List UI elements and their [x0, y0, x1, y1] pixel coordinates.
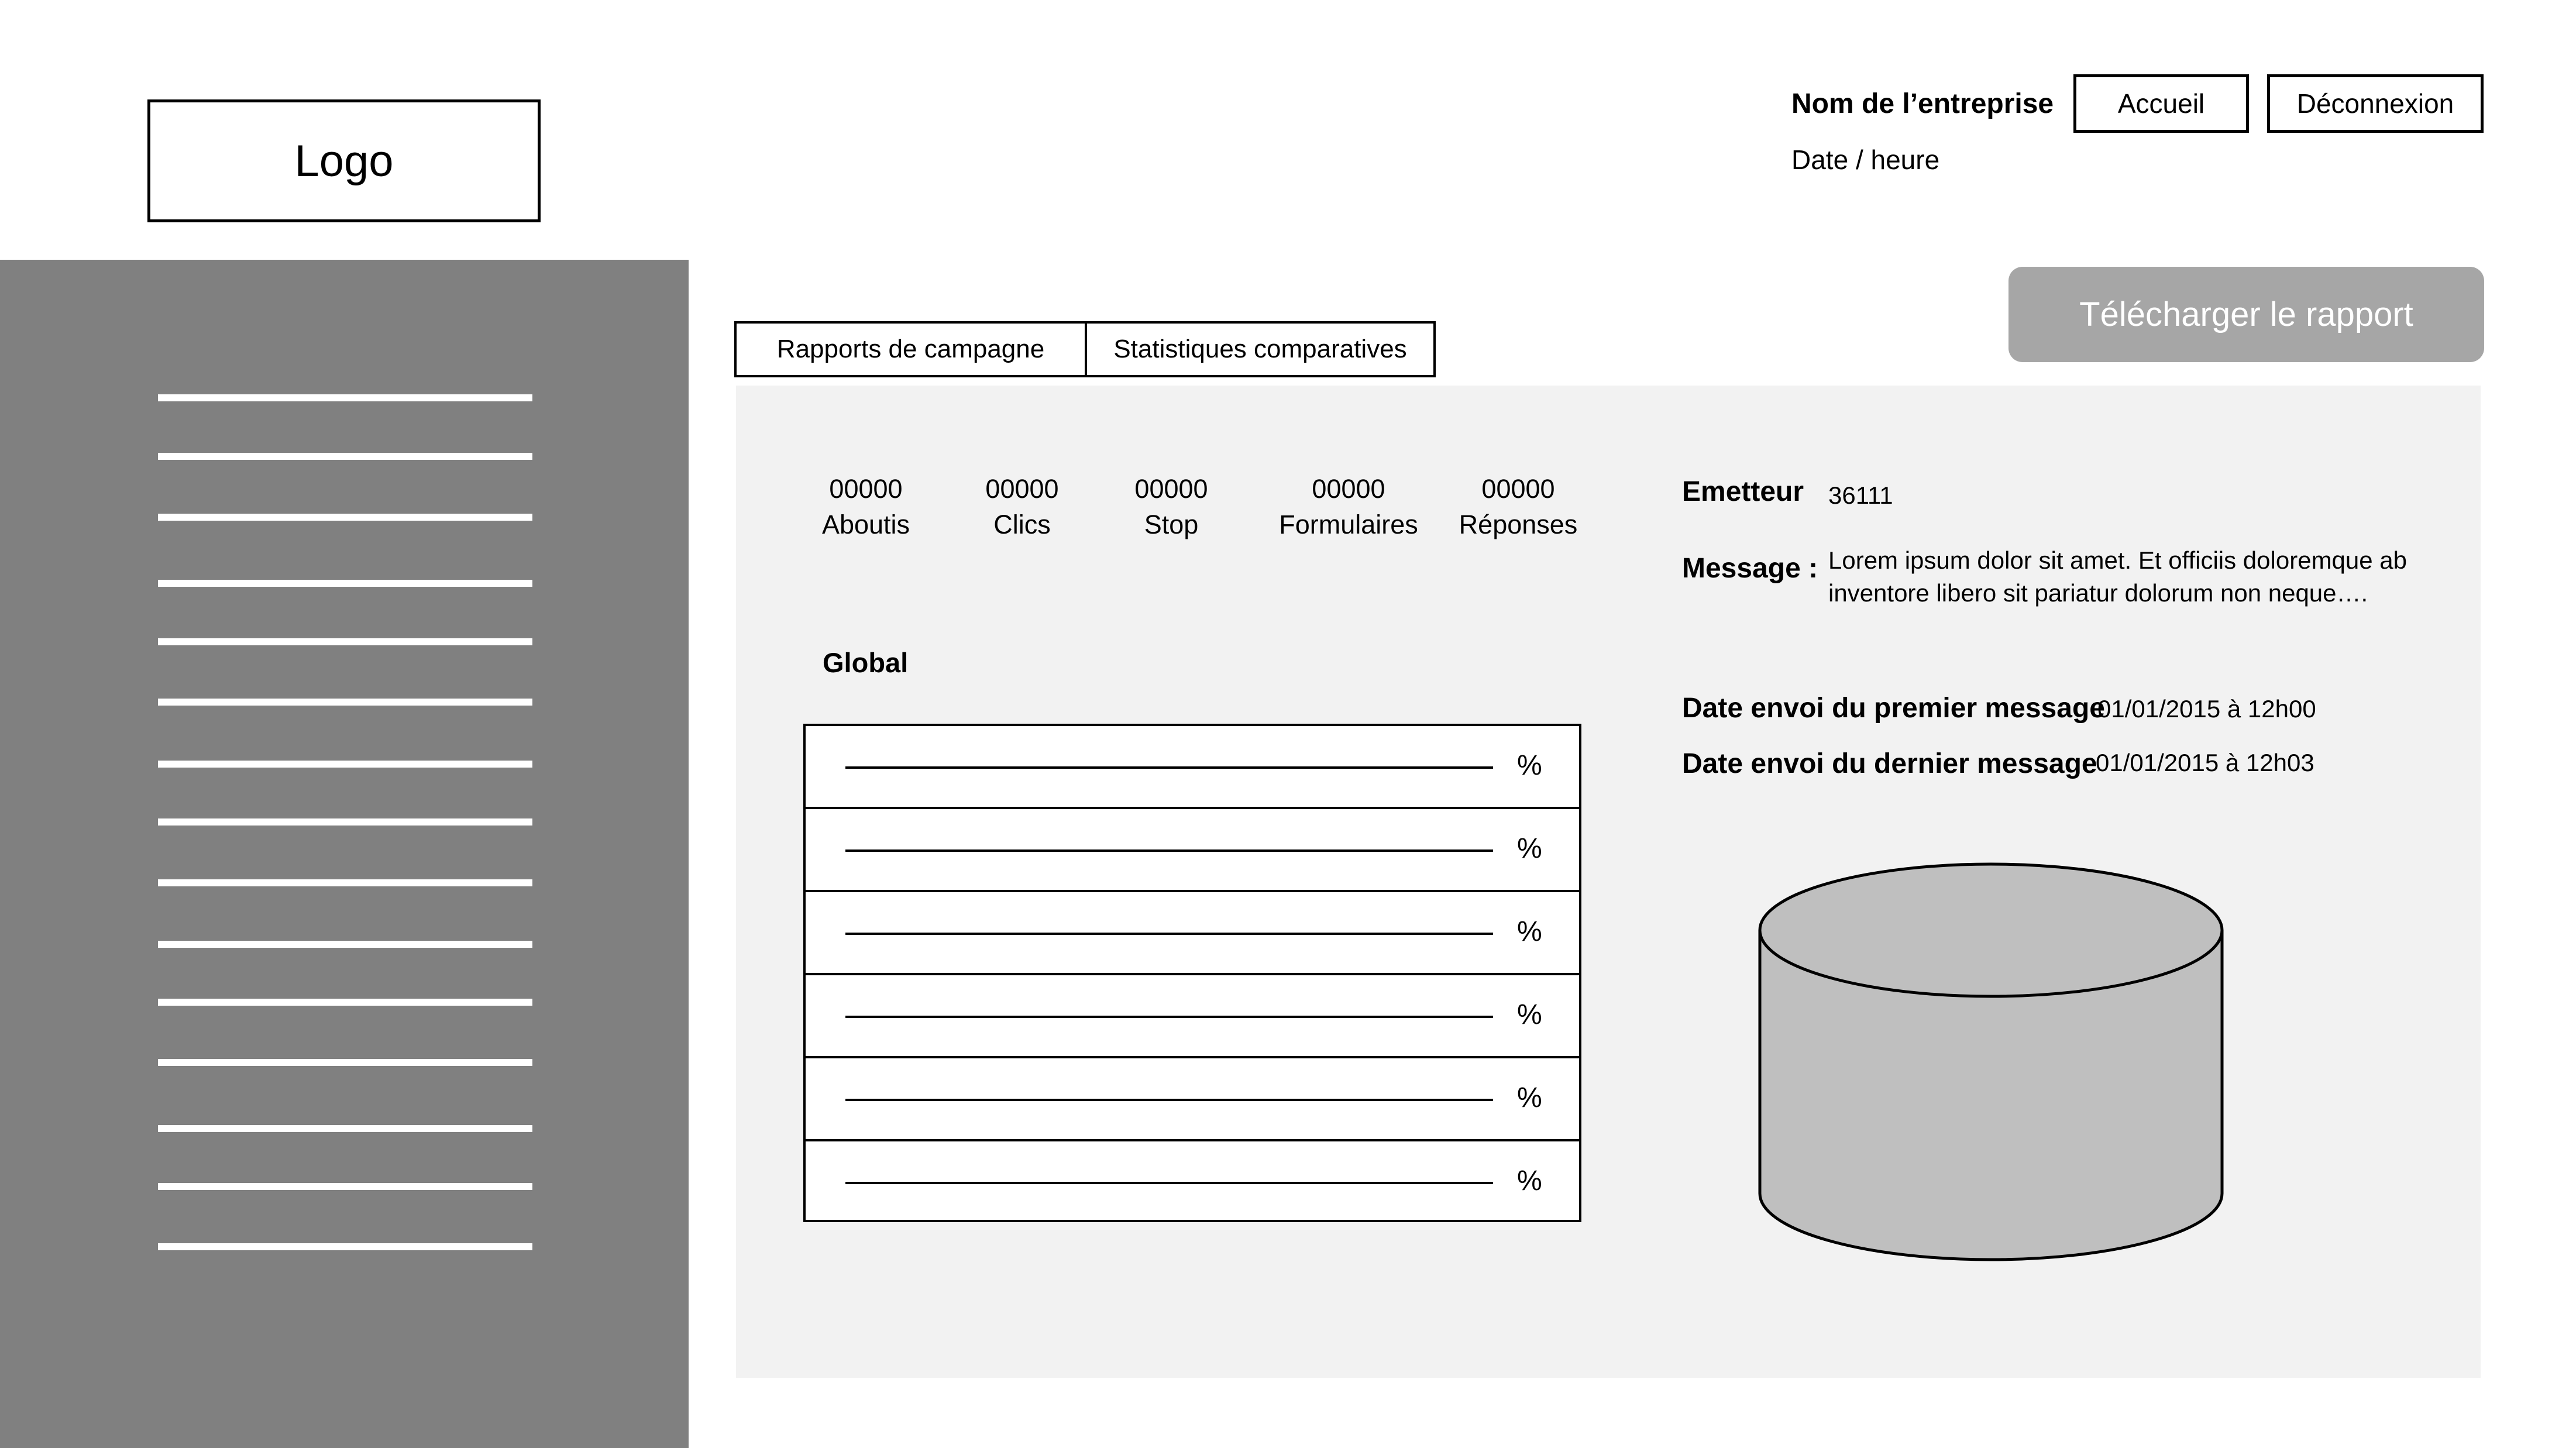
row-percent: %: [1517, 833, 1542, 864]
sidebar-item[interactable]: [158, 761, 532, 768]
row-percent: %: [1517, 750, 1542, 781]
stat-label: Clics: [993, 510, 1051, 539]
stat-stop: [1113, 471, 1230, 542]
home-button[interactable]: Accueil: [2073, 74, 2249, 133]
global-table: [803, 724, 1581, 1222]
stat-label: Formulaires: [1279, 510, 1418, 539]
sidebar-item[interactable]: [158, 1243, 532, 1250]
last-date-value: 01/01/2015 à 12h03: [2096, 749, 2314, 776]
row-percent: %: [1517, 999, 1542, 1030]
sender-label: Emetteur: [1682, 476, 1804, 507]
sidebar-item[interactable]: [158, 1125, 532, 1132]
tab-campaign-reports[interactable]: Rapports de campagne: [734, 321, 1087, 377]
sidebar-item[interactable]: [158, 580, 532, 587]
stat-label: Aboutis: [821, 510, 910, 539]
row-bar: [845, 933, 1493, 935]
row-bar: [845, 1182, 1493, 1184]
first-date-value: 01/01/2015 à 12h00: [2097, 695, 2316, 723]
stat-forms: [1275, 471, 1422, 542]
tab-comparative-stats[interactable]: Statistiques comparatives: [1085, 321, 1436, 377]
cylinder-chart: [1749, 851, 2235, 1272]
stat-value: 00000: [829, 474, 903, 504]
sidebar-item[interactable]: [158, 879, 532, 886]
logout-button[interactable]: Déconnexion: [2267, 74, 2484, 133]
stat-clicks: [964, 471, 1081, 542]
row-percent: %: [1517, 1165, 1542, 1196]
sidebar-item[interactable]: [158, 1059, 532, 1066]
sidebar-item[interactable]: [158, 514, 532, 521]
stat-value: 00000: [985, 474, 1059, 504]
stat-value: 00000: [1134, 474, 1208, 504]
sidebar-item[interactable]: [158, 999, 532, 1006]
download-report-button[interactable]: Télécharger le rapport: [2008, 267, 2484, 362]
row-bar: [845, 1016, 1493, 1018]
table-row: [806, 892, 1579, 975]
stat-delivered: [807, 471, 924, 542]
sidebar: [0, 260, 689, 1448]
date-time: Date / heure: [1791, 145, 1940, 175]
last-date-label: Date envoi du dernier message: [1682, 748, 2097, 779]
company-name: Nom de l’entreprise: [1791, 88, 2054, 119]
row-bar: [845, 1099, 1493, 1101]
stat-label: Réponses: [1459, 510, 1578, 539]
sidebar-item[interactable]: [158, 394, 532, 401]
global-title: Global: [823, 647, 909, 678]
stat-responses: [1451, 471, 1586, 542]
sidebar-item[interactable]: [158, 638, 532, 645]
stat-value: 00000: [1481, 474, 1555, 504]
row-bar: [845, 849, 1493, 852]
message-label: Message :: [1682, 553, 1818, 584]
row-percent: %: [1517, 916, 1542, 947]
table-row: [806, 809, 1579, 892]
table-row: [806, 726, 1579, 809]
table-row: [806, 975, 1579, 1058]
row-bar: [845, 766, 1493, 769]
sidebar-item[interactable]: [158, 453, 532, 460]
message-text: Lorem ipsum dolor sit amet. Et officiis doloremque ab inventore libero sit pariatur dolorum non neque….: [1828, 546, 2408, 607]
first-date-label: Date envoi du premier message: [1682, 693, 2105, 724]
sidebar-item[interactable]: [158, 941, 532, 948]
stat-value: 00000: [1312, 474, 1385, 504]
sidebar-item[interactable]: [158, 1183, 532, 1190]
sidebar-item[interactable]: [158, 699, 532, 706]
sender-value: 36111: [1828, 481, 1893, 509]
table-row: [806, 1141, 1579, 1225]
logo: Logo: [147, 99, 541, 222]
row-percent: %: [1517, 1082, 1542, 1113]
stat-label: Stop: [1144, 510, 1199, 539]
sidebar-item[interactable]: [158, 818, 532, 826]
table-row: [806, 1058, 1579, 1141]
